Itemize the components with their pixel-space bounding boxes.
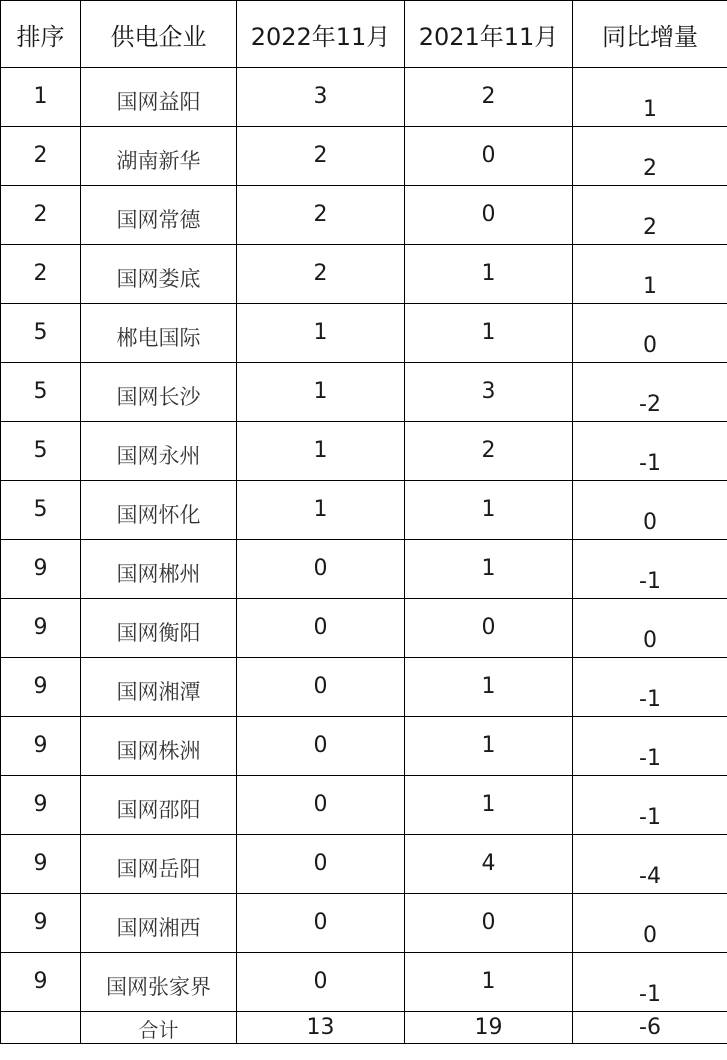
company-cell: 国网湘西 xyxy=(81,894,237,953)
value-2021-cell: 3 xyxy=(405,363,573,422)
total-rank-cell xyxy=(1,1012,81,1044)
rank-cell: 5 xyxy=(1,363,81,422)
value-2021-cell: 2 xyxy=(405,68,573,127)
company-cell: 国网怀化 xyxy=(81,481,237,540)
delta-cell: -1 xyxy=(573,658,727,717)
table-row xyxy=(1,127,727,186)
header-rank: 排序 xyxy=(1,1,81,68)
value-2021-cell: 1 xyxy=(405,481,573,540)
table-row xyxy=(1,717,727,776)
rank-cell: 9 xyxy=(1,953,81,1012)
delta-cell: 2 xyxy=(573,186,727,245)
delta-cell: -4 xyxy=(573,835,727,894)
total-label: 合计 xyxy=(81,1012,237,1044)
table-row xyxy=(1,304,727,363)
header-row xyxy=(1,1,727,68)
value-2022-cell: 0 xyxy=(237,540,405,599)
rank-cell: 5 xyxy=(1,481,81,540)
delta-cell: -1 xyxy=(573,953,727,1012)
table-row xyxy=(1,363,727,422)
company-cell: 国网娄底 xyxy=(81,245,237,304)
value-2021-cell: 0 xyxy=(405,127,573,186)
value-2021-cell: 1 xyxy=(405,245,573,304)
value-2022-cell: 0 xyxy=(237,776,405,835)
delta-cell: -2 xyxy=(573,363,727,422)
table-row xyxy=(1,953,727,1012)
value-2022-cell: 0 xyxy=(237,835,405,894)
company-cell: 国网郴州 xyxy=(81,540,237,599)
value-2022-cell: 1 xyxy=(237,422,405,481)
company-cell: 国网张家界 xyxy=(81,953,237,1012)
company-cell: 郴电国际 xyxy=(81,304,237,363)
delta-cell: 0 xyxy=(573,481,727,540)
table-row xyxy=(1,481,727,540)
value-2022-cell: 3 xyxy=(237,68,405,127)
table-row xyxy=(1,835,727,894)
value-2021-cell: 0 xyxy=(405,599,573,658)
rank-cell: 9 xyxy=(1,599,81,658)
company-cell: 国网常德 xyxy=(81,186,237,245)
value-2022-cell: 2 xyxy=(237,127,405,186)
company-cell: 国网湘潭 xyxy=(81,658,237,717)
rank-cell: 9 xyxy=(1,776,81,835)
table-row xyxy=(1,776,727,835)
company-cell: 湖南新华 xyxy=(81,127,237,186)
total-delta: -6 xyxy=(573,1012,727,1044)
table-row xyxy=(1,68,727,127)
rank-cell: 5 xyxy=(1,422,81,481)
delta-cell: 1 xyxy=(573,68,727,127)
value-2021-cell: 0 xyxy=(405,894,573,953)
value-2022-cell: 0 xyxy=(237,599,405,658)
rank-cell: 9 xyxy=(1,540,81,599)
company-cell: 国网永州 xyxy=(81,422,237,481)
table-footer xyxy=(1,1012,727,1044)
company-cell: 国网长沙 xyxy=(81,363,237,422)
company-cell: 国网益阳 xyxy=(81,68,237,127)
table-row xyxy=(1,540,727,599)
value-2022-cell: 2 xyxy=(237,186,405,245)
rank-cell: 9 xyxy=(1,658,81,717)
value-2022-cell: 0 xyxy=(237,658,405,717)
delta-cell: 0 xyxy=(573,894,727,953)
header-2022: 2022年11月 xyxy=(237,1,405,68)
header-company: 供电企业 xyxy=(81,1,237,68)
value-2022-cell: 2 xyxy=(237,245,405,304)
delta-cell: 0 xyxy=(573,304,727,363)
delta-cell: -1 xyxy=(573,540,727,599)
table-row xyxy=(1,658,727,717)
value-2022-cell: 0 xyxy=(237,717,405,776)
value-2022-cell: 1 xyxy=(237,304,405,363)
value-2022-cell: 1 xyxy=(237,363,405,422)
rank-cell: 2 xyxy=(1,245,81,304)
value-2021-cell: 2 xyxy=(405,422,573,481)
value-2022-cell: 0 xyxy=(237,894,405,953)
rank-cell: 1 xyxy=(1,68,81,127)
table-row xyxy=(1,245,727,304)
value-2021-cell: 4 xyxy=(405,835,573,894)
rank-cell: 9 xyxy=(1,835,81,894)
table-row xyxy=(1,422,727,481)
value-2022-cell: 0 xyxy=(237,953,405,1012)
delta-cell: 2 xyxy=(573,127,727,186)
value-2021-cell: 1 xyxy=(405,953,573,1012)
total-2022: 13 xyxy=(237,1012,405,1044)
delta-cell: -1 xyxy=(573,422,727,481)
table-row xyxy=(1,186,727,245)
table-header xyxy=(1,1,727,68)
value-2021-cell: 1 xyxy=(405,717,573,776)
table-body xyxy=(1,68,727,1012)
rank-cell: 2 xyxy=(1,186,81,245)
delta-cell: -1 xyxy=(573,776,727,835)
company-cell: 国网岳阳 xyxy=(81,835,237,894)
value-2022-cell: 1 xyxy=(237,481,405,540)
total-row xyxy=(1,1012,727,1044)
value-2021-cell: 1 xyxy=(405,776,573,835)
value-2021-cell: 1 xyxy=(405,304,573,363)
rank-cell: 9 xyxy=(1,894,81,953)
rank-cell: 9 xyxy=(1,717,81,776)
table-row xyxy=(1,599,727,658)
table-row xyxy=(1,894,727,953)
rank-cell: 2 xyxy=(1,127,81,186)
company-cell: 国网衡阳 xyxy=(81,599,237,658)
company-cell: 国网株洲 xyxy=(81,717,237,776)
value-2021-cell: 0 xyxy=(405,186,573,245)
value-2021-cell: 1 xyxy=(405,540,573,599)
company-cell: 国网邵阳 xyxy=(81,776,237,835)
rank-cell: 5 xyxy=(1,304,81,363)
delta-cell: -1 xyxy=(573,717,727,776)
header-2021: 2021年11月 xyxy=(405,1,573,68)
total-2021: 19 xyxy=(405,1012,573,1044)
header-delta: 同比增量 xyxy=(573,1,727,68)
delta-cell: 0 xyxy=(573,599,727,658)
delta-cell: 1 xyxy=(573,245,727,304)
value-2021-cell: 1 xyxy=(405,658,573,717)
